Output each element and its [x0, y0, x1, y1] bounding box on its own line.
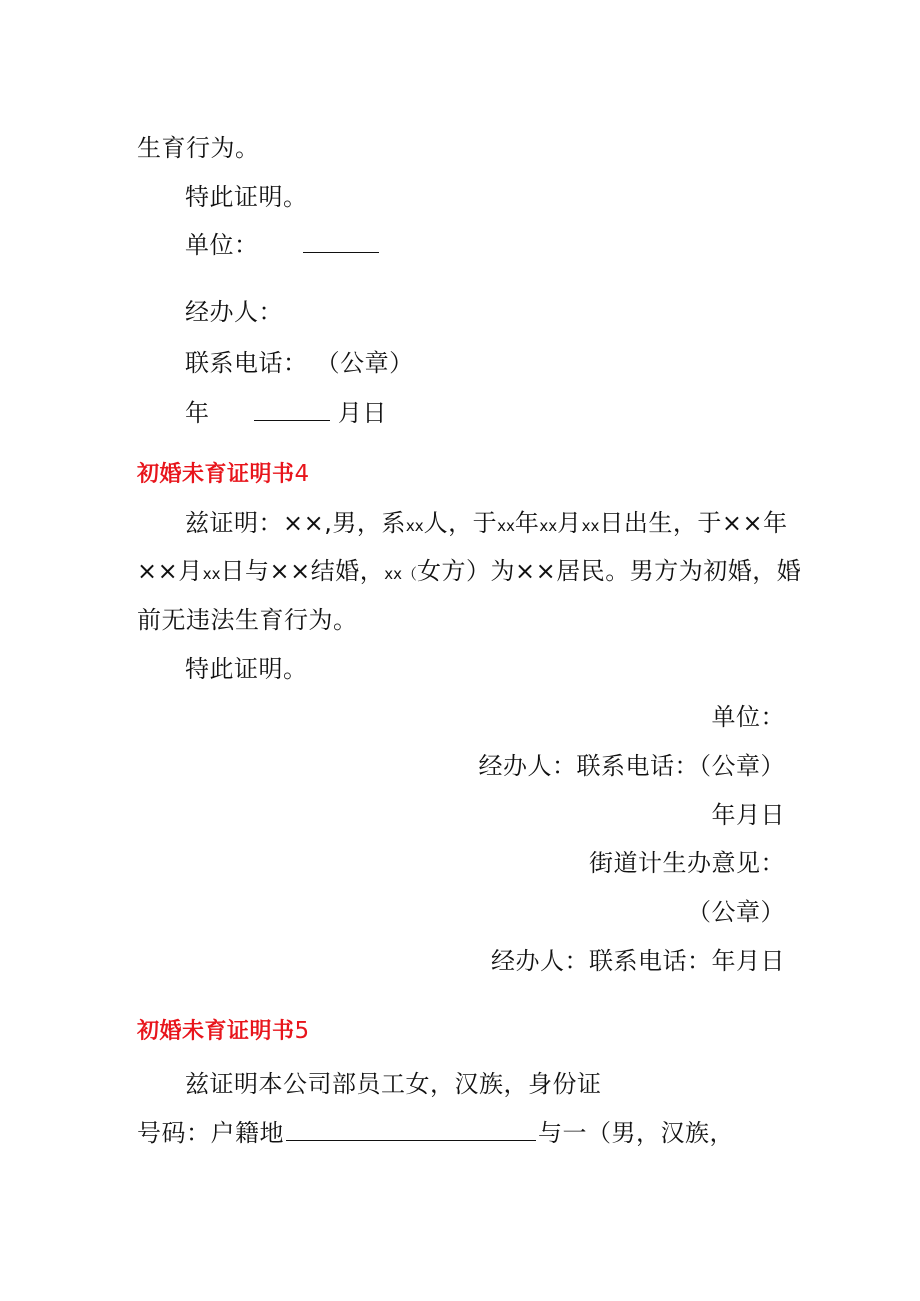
date-blank [254, 398, 330, 421]
certify-text: 特此证明。 [185, 655, 308, 683]
title-number: 5 [294, 1018, 310, 1044]
handler-phone-seal: 经办人：联系电话：（公章） [478, 752, 785, 780]
unit-blank [303, 230, 379, 253]
text-segment: ××月 [137, 557, 203, 585]
placeholder-xx: xx [405, 517, 424, 535]
unit-label: 单位： [185, 231, 259, 259]
title-number: 4 [294, 461, 310, 487]
title-text: 初婚未育证明书 [137, 1019, 295, 1044]
date-label: 年月日 [711, 801, 785, 829]
paragraph-line [185, 507, 788, 542]
body-text-line: 生育行为。 [137, 134, 260, 162]
text-segment: 与一（男，汉族， [538, 1119, 734, 1147]
handler-phone-date: 经办人：联系电话：年月日 [491, 947, 785, 975]
text-segment: 女方）为××居民。男方为初婚，婚 [416, 557, 802, 585]
phone-label: 联系电话： [185, 349, 308, 377]
text-segment: 兹证明：××,男，系 [185, 509, 406, 537]
placeholder-xx: xx [581, 517, 600, 535]
text-segment: 年 [514, 509, 540, 537]
placeholder-xx: xx [384, 565, 402, 583]
section-title [137, 1015, 310, 1048]
handler-label: 经办人： [185, 298, 283, 326]
placeholder-xx: xx [539, 517, 558, 535]
seal-label: （公章） [687, 898, 785, 926]
seal-label: （公章） [315, 349, 414, 377]
street-opinion-label: 街道计生办意见： [589, 849, 785, 877]
section-title [137, 458, 310, 491]
address-blank [286, 1118, 536, 1141]
phone-seal-line [185, 347, 414, 379]
text-segment: 月 [557, 509, 582, 537]
text-segment: 日出生，于××年 [599, 509, 788, 537]
paragraph-line [137, 1117, 734, 1149]
text-segment: 人，于 [423, 509, 498, 537]
paragraph-line: 兹证明本公司部员工女，汉族，身份证 [185, 1070, 602, 1098]
certify-text: 特此证明。 [185, 183, 308, 211]
placeholder-xx: xx [202, 565, 221, 583]
text-segment: （ [401, 565, 417, 583]
text-segment: 日与××结婚， [220, 557, 385, 585]
placeholder-xx: xx [497, 517, 515, 535]
paragraph-line: 前无违法生育行为。 [137, 606, 358, 634]
unit-field [185, 229, 379, 261]
text-segment: 号码：户籍地 [137, 1119, 284, 1147]
month-day-label: 月日 [337, 399, 387, 427]
year-label: 年 [185, 399, 210, 427]
title-text: 初婚未育证明书 [137, 462, 295, 487]
paragraph-line [137, 555, 801, 590]
date-line [185, 397, 387, 429]
unit-label: 单位： [711, 703, 785, 731]
